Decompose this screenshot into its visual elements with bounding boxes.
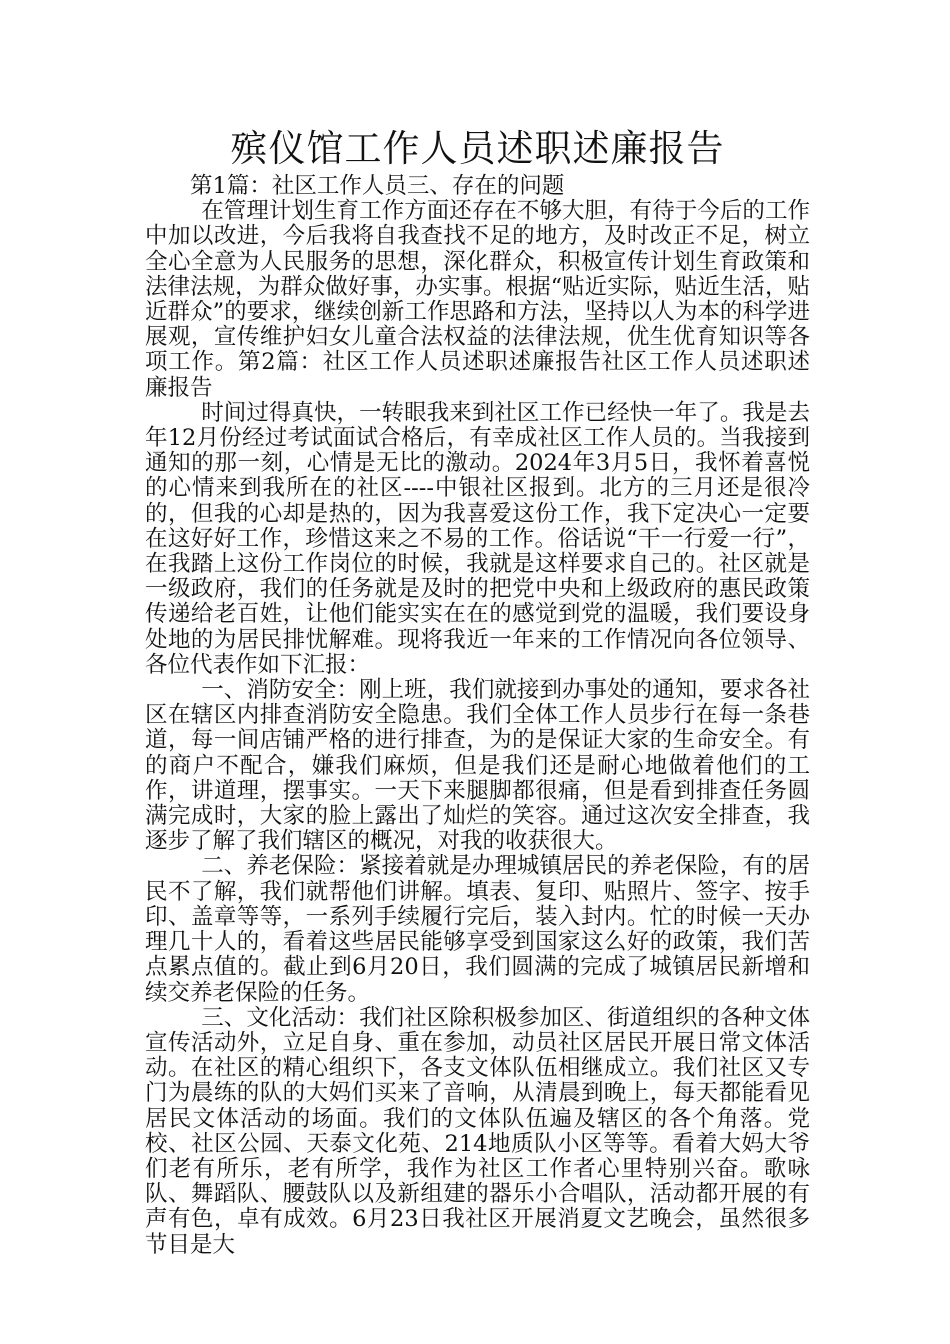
- paragraph: 二、养老保险：紧接着就是办理城镇居民的养老保险，有的居民不了解，我们就帮他们讲解。填表、复印、贴照片、签字、按手印、盖章等等，一系列手续履行完后，装入封内。忙的时候一天办理几十人的，看着这些居民能够享受到国家这么好的政策，我们苦点累点值的。截止到6月20日，我们圆满的完成了城镇居民新增和续交养老保险的任务。: [145, 853, 810, 1006]
- paragraph: 在管理计划生育工作方面还存在不够大胆，有待于今后的工作中加以改进，今后我将自我查找不足的地方，及时改正不足，树立全心全意为人民服务的思想，深化群众，积极宣传计划生育政策和法律法规，为群众做好事，办实事。根据“贴近实际，贴近生活，贴近群众”的要求，继续创新工作思路和方法，坚持以人为本的科学进展观，宣传维护妇女儿童合法权益的法律法规，优生优育知识等各项工作。第2篇：社区工作人员述职述廉报告社区工作人员述职述廉报告: [145, 198, 810, 401]
- paragraph: 一、消防安全：刚上班，我们就接到办事处的通知，要求各社区在辖区内排查消防安全隐患。我们全体工作人员步行在每一条巷道，每一间店铺严格的进行排查，为的是保证大家的生命安全。有的商户不配合，嫌我们麻烦，但是我们还是耐心地做着他们的工作，讲道理，摆事实。一天下来腿脚都很痛，但是看到排查任务圆满完成时，大家的脸上露出了灿烂的笑容。通过这次安全排查，我逐步了解了我们辖区的概况，对我的收获很大。: [145, 677, 810, 855]
- paragraph: 时间过得真快，一转眼我来到社区工作已经快一年了。我是去年12月份经过考试面试合格后，有幸成社区工作人员的。当我接到通知的那一刻，心情是无比的激动。2024年3月5日，我怀着喜悦的心情来到我所在的社区----中银社区报到。北方的三月还是很冷的，但我的心却是热的，因为我喜爱这份工作，我下定决心一定要在这好好工作，珍惜这来之不易的工作。俗话说“干一行爱一行”，在我踏上这份工作岗位的时候，我就是这样要求自己的。社区就是一级政府，我们的任务就是及时的把党中央和上级政府的惠民政策传递给老百姓，让他们能实实在在的感觉到党的温暖，我们要设身处地的为居民排忧解难。现将我近一年来的工作情况向各位领导、各位代表作如下汇报：: [145, 399, 810, 678]
- document-page: [145, 124, 810, 1258]
- paragraph: 三、文化活动：我们社区除积极参加区、街道组织的各种文体宣传活动外，立足自身、重在参加，动员社区居民开展日常文体活动。在社区的精心组织下，各支文体队伍相继成立。我们社区又专门为晨练的队的大妈们买来了音响，从清晨到晚上，每天都能看见居民文体活动的场面。我们的文体队伍遍及辖区的各个角落。党校、社区公园、天泰文化苑、214地质队小区等等。看着大妈大爷们老有所乐，老有所学，我作为社区工作者心里特别兴奋。歌咏队、舞蹈队、腰鼓队以及新组建的器乐小合唱队，活动都开展的有声有色，卓有成效。6月23日我社区开展消夏文艺晚会，虽然很多节目是大: [145, 1004, 810, 1258]
- document-title: 殡仪馆工作人员述职述廉报告: [230, 127, 725, 170]
- paragraph-heading: 第1篇：社区工作人员三、存在的问题: [190, 173, 565, 199]
